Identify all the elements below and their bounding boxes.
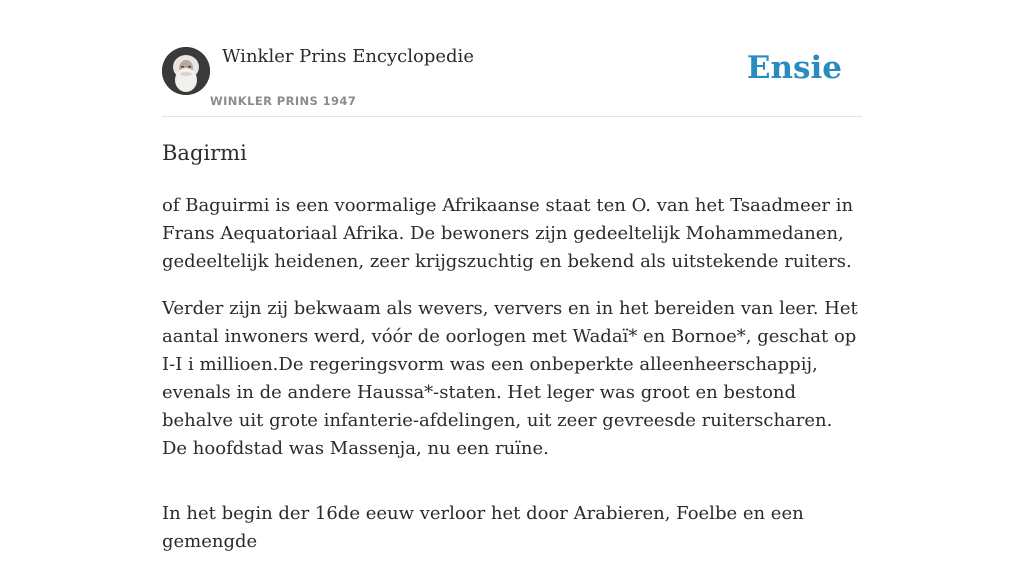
article-paragraph-1: of Baguirmi is een voormalige Afrikaanse staat ten O. van het Tsaadmeer in Frans Aequatoriaal Afrika. De bewoners zijn gedeeltelijk Mohammedanen, gedeeltelijk heidenen, zeer krijgszuchtig en bekend als uitstekende ruiters. [162,195,854,272]
article-paragraph-2: Verder zijn zij bekwaam als wevers, ververs en in het bereiden van leer. Het aantal inwoners werd, vóór de oorlogen met Wadaï* en Bornoe*, geschat op I-I i millioen.De regeringsvorm was een onbeperkte alleenheerschappij, evenals in de andere Haussa*-staten. Het leger was groot en bestond behalve uit grote infanterie-afdelingen, uit zeer gevreesde ruiterscharen. De hoofdstad was Massenja, nu een ruïne. [162,298,858,459]
bearded-man-portrait-icon [162,47,210,95]
source-edition: WINKLER PRINS 1947 [210,94,357,108]
article-title: Bagirmi [162,141,247,165]
avatar[interactable] [162,47,210,95]
page-container [162,0,862,552]
source-title[interactable]: Winkler Prins Encyclopedie [222,46,474,67]
article-header [162,0,862,117]
article-paragraph-3: In het begin der 16de eeuw verloor het door Arabieren, Foelbe en een gemengde [162,503,804,552]
article-body [162,192,862,575]
brand-logo-link[interactable]: Ensie [746,50,842,86]
